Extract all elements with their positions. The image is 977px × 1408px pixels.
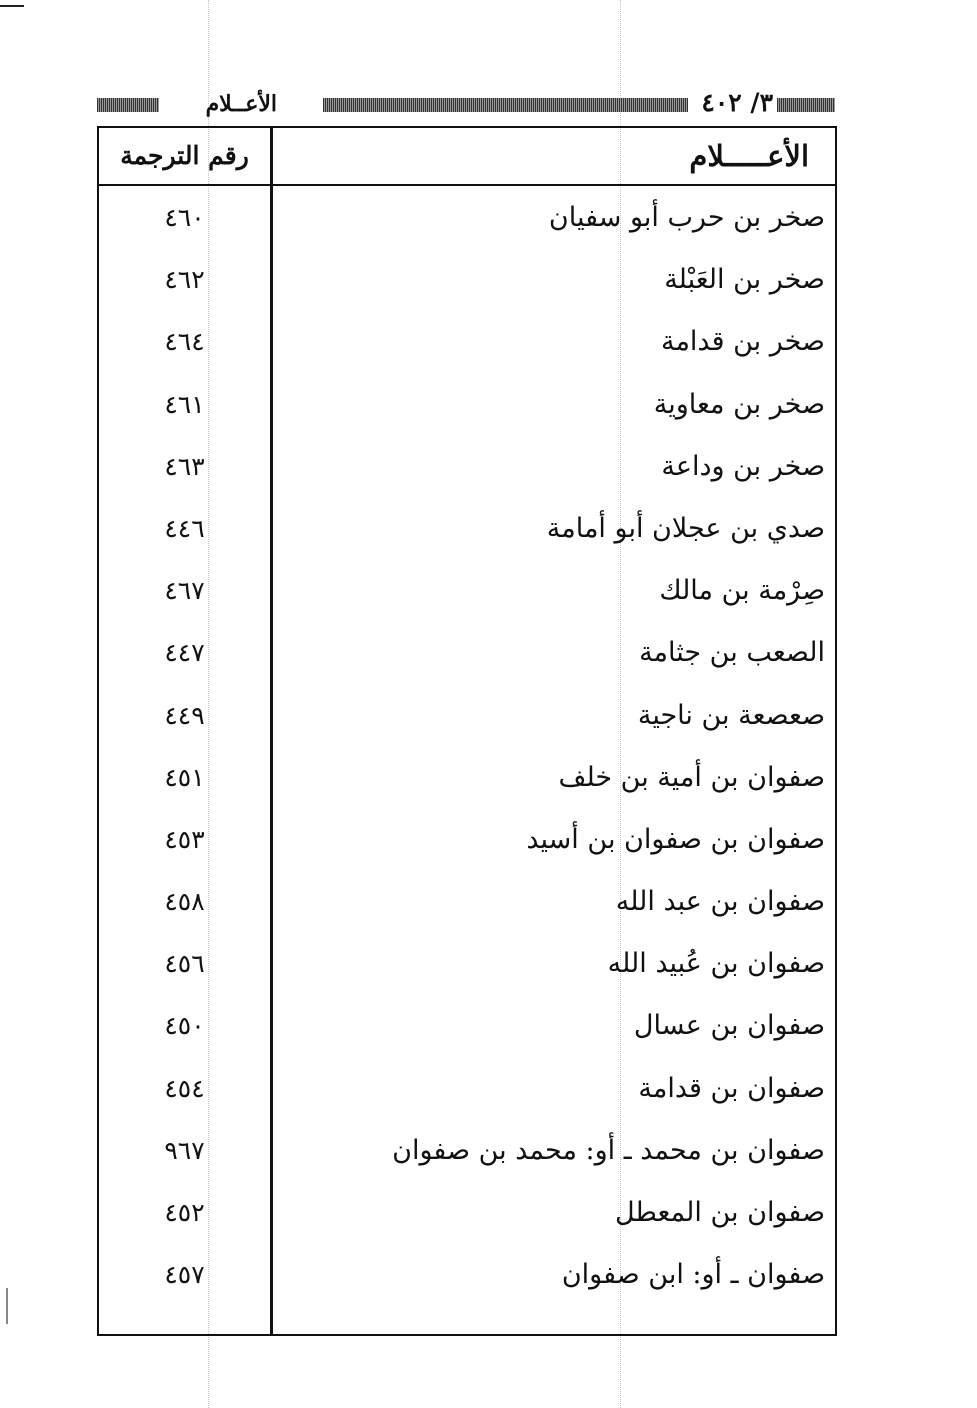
table-header-row [99,128,835,186]
table-row [99,1243,835,1305]
header-ornament-bar [777,98,835,112]
biography-number: ٤٥١ [164,762,205,792]
biography-number: ٤٦٣ [164,451,205,481]
table-row [99,435,835,497]
person-name: صفوان بن أمية بن خلف [558,761,825,793]
person-name: صفوان بن قدامة [638,1072,825,1104]
table-row [99,684,835,746]
biography-number: ٤٦٧ [164,576,205,606]
table-row [99,746,835,808]
header-ornament-bar [97,98,159,112]
person-name: صفوان ـ أو: ابن صفوان [561,1259,825,1291]
biography-number: ٩٦٧ [164,1135,205,1165]
person-name: صفوان بن عسال [633,1010,825,1042]
person-name: صفوان بن عُبيد الله [607,948,825,980]
table-row [99,373,835,435]
table-row [99,1057,835,1119]
table-row [99,932,835,994]
table-row [99,1119,835,1181]
person-name: صفوان بن محمد ـ أو: محمد بن صفوان [392,1134,825,1166]
scan-corner-mark [0,5,24,7]
table-row [99,310,835,372]
biography-number: ٤٥٦ [164,949,205,979]
table-row [99,186,835,248]
biography-number: ٤٥٣ [164,824,205,854]
person-name: صِرْمة بن مالك [659,575,825,607]
person-name: صخر بن العَبْلة [664,264,825,296]
running-header [97,86,835,120]
biography-number: ٤٥٢ [164,1198,205,1227]
table-row [99,248,835,310]
person-name: صفوان بن المعطل [614,1197,825,1228]
table-body [99,186,835,1305]
column-header-number: رقم الترجمة [120,141,249,170]
scan-margin-mark [6,1288,8,1324]
biography-number: ٤٤٩ [164,700,205,730]
header-page-reference: ٣/ ٤٠٢ [701,88,773,117]
column-header-names: الأعـــــلام [689,139,809,173]
person-name: صخر بن حرب أبو سفيان [548,202,825,233]
table-row [99,870,835,932]
table-row [99,1181,835,1243]
table-row [99,497,835,559]
biography-number: ٤٦٢ [164,265,205,295]
biography-number: ٤٦١ [164,389,205,419]
names-index-table [97,126,837,1336]
biography-number: ٤٦٠ [164,203,205,232]
person-name: صخر بن وداعة [661,450,825,482]
person-name: الصعب بن جثامة [639,637,825,669]
table-row [99,559,835,621]
person-name: صخر بن معاوية [653,388,825,420]
biography-number: ٤٥٤ [164,1073,205,1103]
biography-number: ٤٥٠ [164,1011,205,1041]
header-ornament-bar [323,98,688,112]
biography-number: ٤٤٧ [164,638,205,668]
header-section-title: الأعــلام [205,91,277,117]
person-name: صفوان بن عبد الله [615,886,825,918]
table-row [99,621,835,683]
biography-number: ٤٥٧ [164,1260,205,1290]
biography-number: ٤٦٤ [164,327,205,357]
person-name: صفوان بن صفوان بن أسيد [526,823,825,855]
person-name: صدي بن عجلان أبو أمامة [546,512,825,544]
biography-number: ٤٥٨ [164,887,205,917]
biography-number: ٤٤٦ [164,513,205,543]
person-name: صخر بن قدامة [660,326,825,358]
person-name: صعصعة بن ناجية [637,699,825,731]
table-row [99,994,835,1056]
table-row [99,808,835,870]
